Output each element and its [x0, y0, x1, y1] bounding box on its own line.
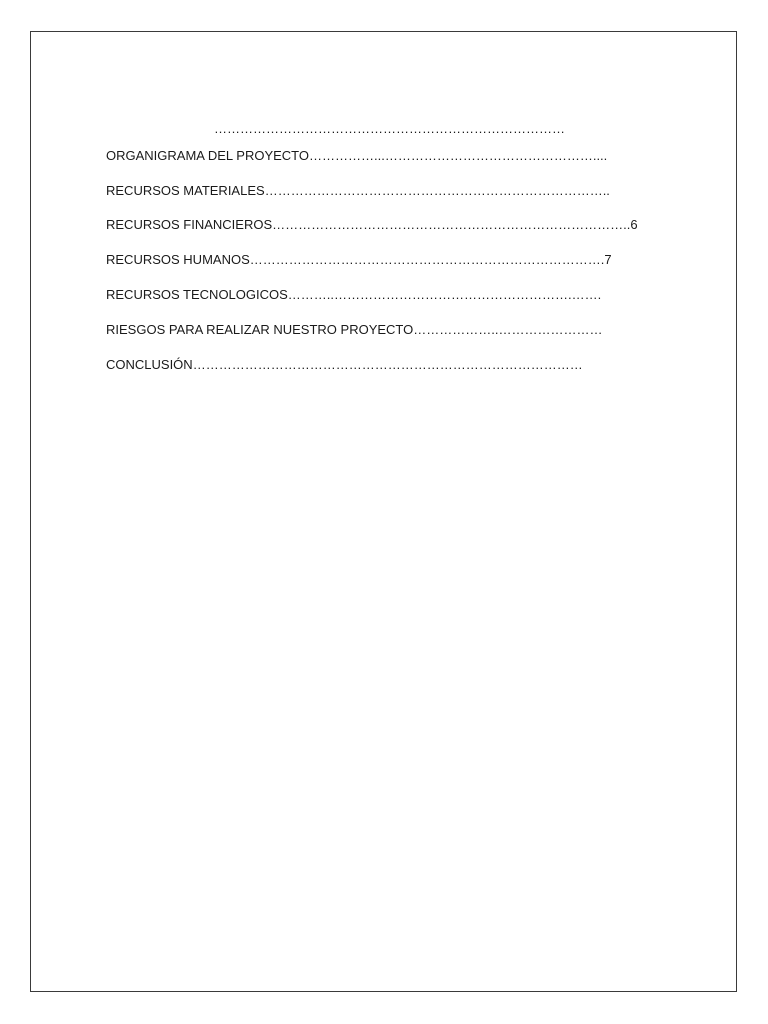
toc-entry-title: RECURSOS TECNOLOGICOS: [106, 287, 288, 302]
toc-entry-recursos-humanos: [106, 252, 612, 268]
toc-entry-recursos-materiales: [106, 183, 610, 199]
toc-entry-riesgos: [106, 322, 603, 338]
toc-entry-leader: ………………..……………………: [413, 322, 603, 337]
toc-entry-page: 7: [604, 252, 612, 267]
toc-entry-leader: ………………………………………………………………………..: [272, 217, 631, 232]
toc-entry-title: RECURSOS FINANCIEROS: [106, 217, 273, 232]
toc-entry-title: RECURSOS MATERIALES: [106, 183, 265, 198]
toc-entry-leader: ……………………………………………………………………….: [249, 252, 605, 267]
toc-entry-title: CONCLUSIÓN: [106, 357, 193, 372]
toc-entry-organigrama: [106, 148, 607, 164]
toc-entry-leader: ………………………………………………………………………………: [192, 357, 583, 372]
toc-entry-recursos-tecnologicos: [106, 287, 601, 303]
toc-entry-title: RECURSOS HUMANOS: [106, 252, 250, 267]
toc-entry-page: 6: [630, 217, 638, 232]
document-page: [30, 31, 737, 992]
toc-entry-leader: ………..……………………………………………….…….: [287, 287, 602, 302]
toc-entry-title: ORGANIGRAMA DEL PROYECTO: [106, 148, 309, 163]
toc-entry-title: RIESGOS PARA REALIZAR NUESTRO PROYECTO: [106, 322, 414, 337]
toc-entry-leader: ……………...…………………………………………....: [309, 148, 608, 163]
toc-entry-recursos-financieros: [106, 217, 638, 233]
toc-entry-conclusion: [106, 357, 583, 373]
toc-entry-leader: ……………………………………………………………………..: [264, 183, 610, 198]
top-leader-dots: ………………………………………………………………………: [214, 121, 565, 136]
